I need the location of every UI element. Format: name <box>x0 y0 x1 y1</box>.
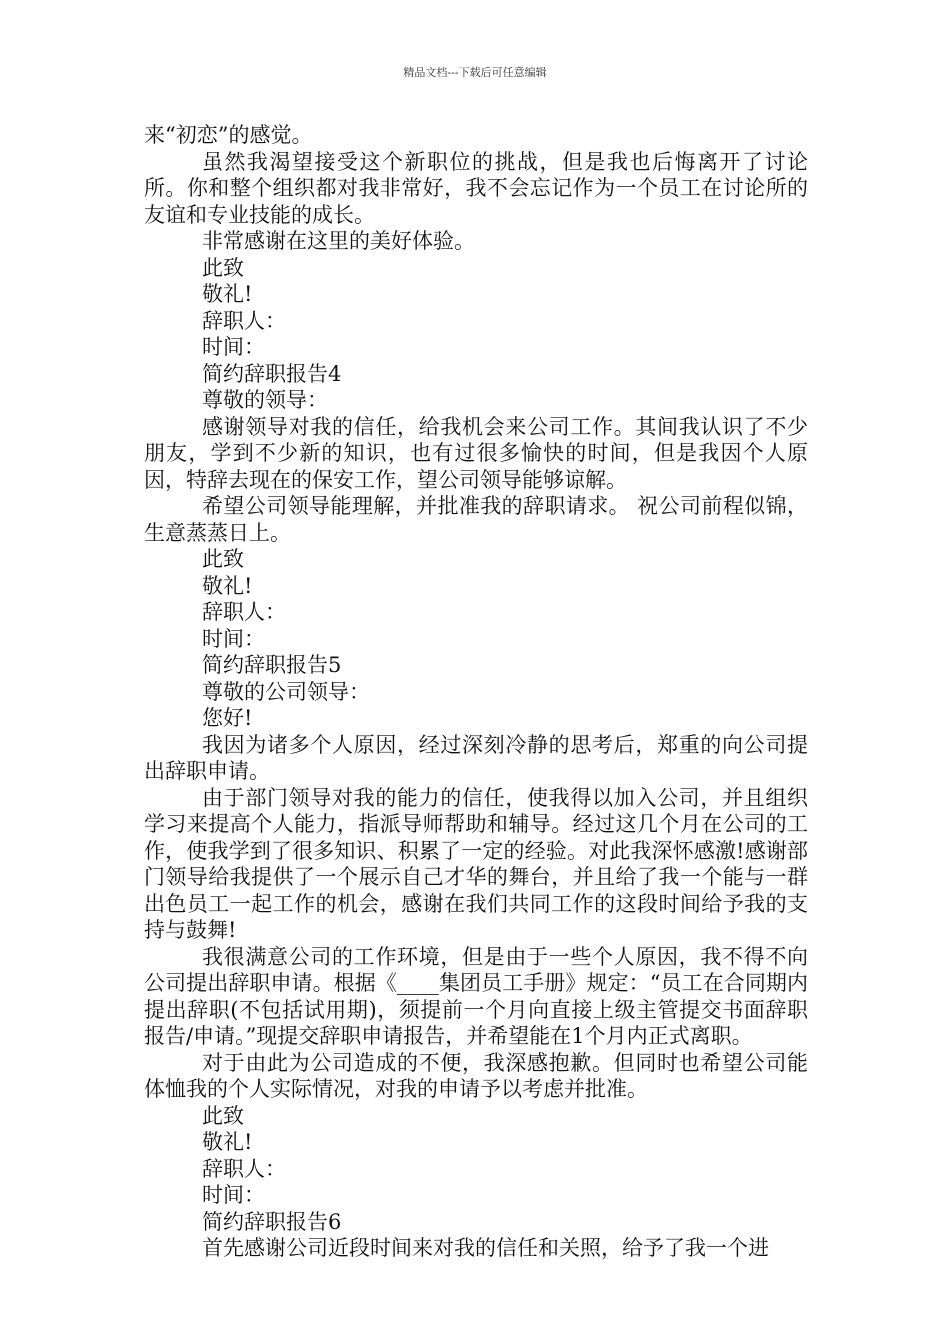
date-line: 时间： <box>202 1183 265 1207</box>
paragraph: 感谢领导对我的信任，给我机会来公司工作。其间我认识了不少朋友，学到不少新的知识，也有过很多愉快的时间，但是我因个人原因，特辞去现在的保安工作，望公司领导能够谅解。 <box>144 414 808 492</box>
signature-line: 辞职人： <box>202 308 286 333</box>
paragraph: 我因为诸多个人原因，经过深刻冷静的思考后，郑重的向公司提出辞职申请。 <box>144 732 808 783</box>
paragraph: 希望公司领导能理解，并批准我的辞职请求。 祝公司前程似锦，生意蒸蒸日上。 <box>144 494 808 545</box>
salutation: 尊敬的公司领导： <box>202 679 370 704</box>
section-title: 简约辞职报告6 <box>202 1209 342 1234</box>
closing-line: 敬礼! <box>202 1130 253 1154</box>
section-title: 简约辞职报告5 <box>202 653 342 677</box>
date-line: 时间： <box>202 335 265 359</box>
greeting: 您好! <box>202 706 253 730</box>
page-header: 精品文档---下载后可任意编辑 <box>403 66 547 79</box>
paragraph: 对于由此为公司造成的不便，我深感抱歉。但同时也希望公司能体恤我的个人实际情况，对我的申请予以考虑并批准。 <box>144 1050 808 1101</box>
closing-line: 敬礼! <box>202 573 253 598</box>
paragraph: 由于部门领导对我的能力的信任，使我得以加入公司，并且组织学习来提高个人能力，指派导师帮助和辅导。经过这几个月在公司的工作，使我学到了很多知识、积累了一定的经验。对此我深怀感激!感谢部门领导给我提供了一个展示自己才华的舞台，并且给了我一个能与一群出色员工一起工作的机会，感谢在我们共同工作的这段时间给予我的支持与鼓舞! <box>144 785 808 942</box>
paragraph: 虽然我渴望接受这个新职位的挑战，但是我也后悔离开了讨论所。你和整个组织都对我非常好，我不会忘记作为一个员工在讨论所的友谊和专业技能的成长。 <box>144 149 808 227</box>
document-body <box>144 122 808 1262</box>
salutation: 尊敬的领导： <box>202 388 328 412</box>
date-line: 时间： <box>202 626 265 651</box>
closing-line: 此致 <box>202 255 244 280</box>
paragraph: 我很满意公司的工作环境，但是由于一些个人原因，我不得不向公司提出辞职申请。根据《____集团员工手册》规定：“员工在合同期内提出辞职(不包括试用期)，须提前一个月向直接上级主管提交书面辞职报告/申请。”现提交辞职申请报告，并希望能在1个月内正式离职。 <box>144 944 808 1048</box>
signature-line: 辞职人： <box>202 1156 286 1181</box>
paragraph: 非常感谢在这里的美好体验。 <box>202 229 475 253</box>
paragraph: 首先感谢公司近段时间来对我的信任和关照，给予了我一个进 <box>202 1236 769 1260</box>
closing-line: 敬礼! <box>202 282 253 306</box>
section-title: 简约辞职报告4 <box>202 361 342 386</box>
closing-line: 此致 <box>202 1103 244 1128</box>
paragraph: 来“初恋”的感觉。 <box>144 123 313 147</box>
closing-line: 此致 <box>202 547 244 571</box>
signature-line: 辞职人： <box>202 600 286 624</box>
